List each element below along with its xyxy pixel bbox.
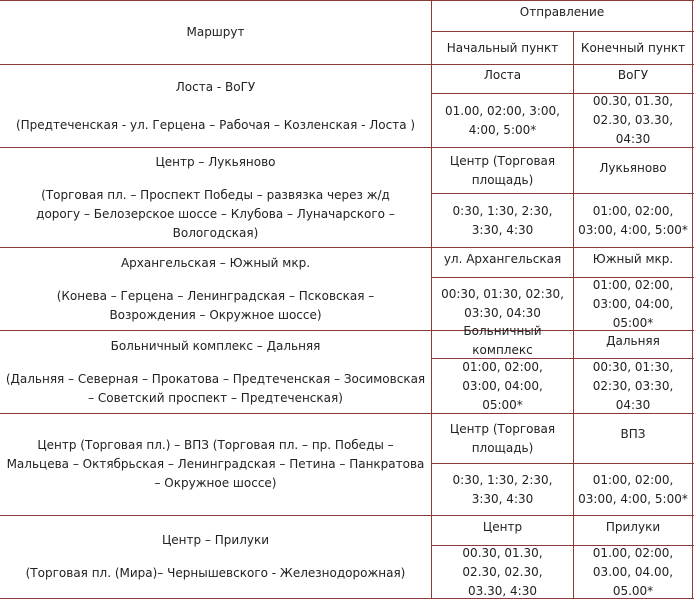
route-path: (Конева – Герцена – Ленинградская – Псковская – Возрождения – Окружное шоссе): [56, 288, 375, 322]
route-name: Больничный комплекс – Дальняя: [110, 338, 321, 353]
start-point: Центр (Торговая площадь): [449, 421, 556, 455]
end-point: Прилуки: [605, 519, 661, 534]
end-point: ВоГУ: [617, 67, 649, 82]
start-times: 01.00, 02:00, 3:00, 4:00, 5:00*: [445, 103, 560, 137]
route-description: [0, 331, 431, 413]
route-name: Лоста - ВоГУ: [175, 79, 256, 94]
route-name: Архангельская – Южный мкр.: [120, 255, 311, 270]
start-point: ул. Архангельская: [443, 251, 562, 266]
end-times: 01.00, 02:00, 03.00, 04.00, 05.00*: [592, 545, 674, 598]
route-description: [0, 516, 431, 598]
end-point: Южный мкр.: [592, 251, 674, 266]
end-point: Дальняя: [606, 333, 660, 348]
header-departure: Отправление: [519, 4, 605, 19]
end-times: 01:00, 02:00, 03:00, 04:00, 05:00*: [592, 277, 674, 330]
start-times: 01:00, 02:00, 03:00, 04:00, 05:00*: [462, 359, 543, 412]
route-path: (Дальняя – Северная – Прокатова – Предтеченская – Зосимовская – Советский проспект – Предтеченская): [5, 371, 426, 405]
route-description: [0, 414, 431, 515]
end-point: Лукьяново: [599, 160, 667, 175]
start-times: 0:30, 1:30, 2:30, 3:30, 4:30: [452, 472, 553, 506]
route-path: Центр (Торговая пл.) – ВПЗ (Торговая пл. – пр. Победы – Мальцева – Октябрьская – Ленинградская – Петина – Панкратова – Окружное шоссе): [6, 438, 425, 490]
route-path: (Торговая пл. (Мира)– Чернышевского - Железнодорожная): [25, 566, 406, 580]
route-description: [0, 148, 431, 247]
route-name: Центр – Прилуки: [161, 533, 270, 547]
route-path: (Предтеченская - ул. Герцена – Рабочая – Козленская - Лоста ): [15, 117, 416, 132]
route-path: (Торговая пл. – Проспект Победы – развязка через ж/д дорогу – Белозерское шоссе – Клубова – Луначарского – Вологодская): [36, 187, 395, 240]
header-route: Маршрут: [186, 25, 245, 39]
end-times: 00:30, 01:30, 02:30, 03:30, 04:30: [592, 359, 674, 412]
start-point: Лоста: [483, 67, 522, 82]
header-end-point: Конечный пункт: [580, 40, 686, 55]
start-times: 00:30, 01:30, 02:30, 03:30, 04:30: [441, 287, 564, 320]
end-times: 01:00, 02:00, 03:00, 4:00, 5:00*: [578, 472, 688, 506]
route-description: [0, 65, 431, 147]
table-border-right: [692, 0, 693, 599]
end-times: 00.30, 01.30, 02.30, 03.30, 04:30: [592, 94, 674, 146]
route-name: Центр – Лукьяново: [155, 154, 276, 169]
header-start-point: Начальный пункт: [446, 40, 559, 55]
start-point: Центр (Торговая площадь): [449, 153, 556, 187]
start-times: 0:30, 1:30, 2:30, 3:30, 4:30: [452, 203, 553, 237]
start-point: Центр: [482, 519, 523, 534]
end-point: ВПЗ: [620, 426, 646, 441]
start-times: 00.30, 01.30, 02.30, 02.30, 03.30, 4:30: [462, 545, 543, 598]
route-description: [0, 248, 431, 330]
start-point: Больничный комплекс: [463, 324, 542, 357]
end-times: 01:00, 02:00, 03:00, 4:00, 5:00*: [578, 203, 688, 237]
